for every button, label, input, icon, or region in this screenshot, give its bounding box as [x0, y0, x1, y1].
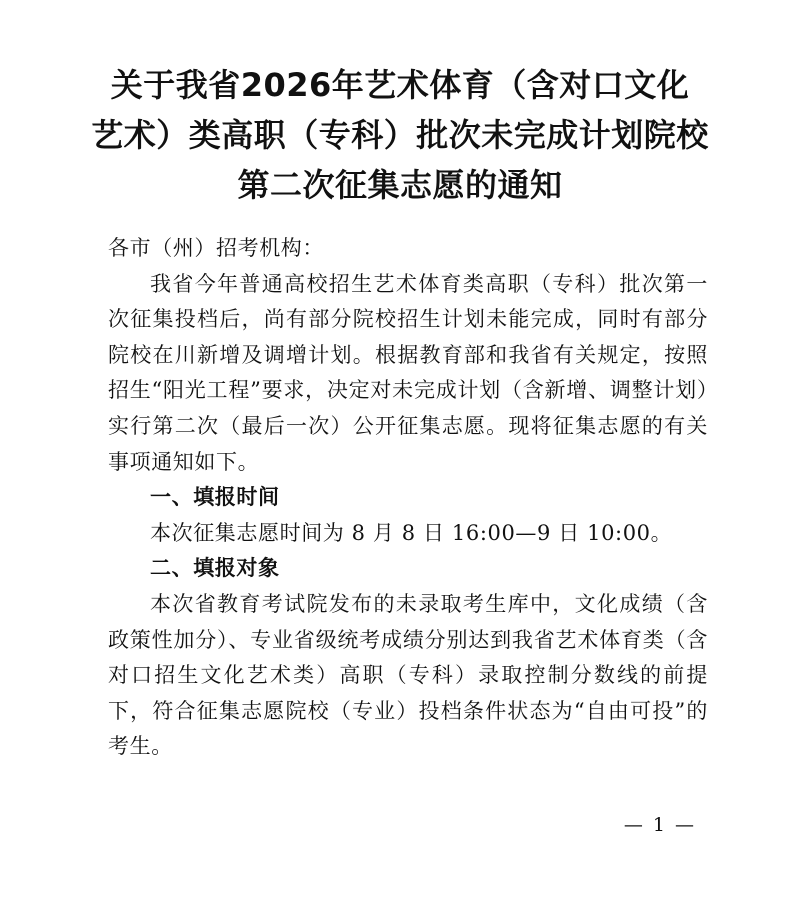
section-heading-2: 二、填报对象 — [150, 556, 280, 581]
page-number: — 1 — — [623, 814, 696, 836]
intro-paragraph: 我省今年普通高校招生艺术体育类高职（专科）批次第一次征集投档后，尚有部分院校招生计划未能完成，同时有部分院校在川新增及调增计划。根据教育部和我省有关规定，按照招生“阳光工程”要求，决定对未完成计划（含新增、调整计划）实行第二次（最后一次）公开征集志愿。现将征集志愿的有关事项通知如下。 — [108, 271, 708, 474]
title-line-3: 第二次征集志愿的通知 — [237, 166, 563, 204]
title-line-1: 关于我省2026年艺术体育（含对口文化 — [110, 66, 690, 104]
section-heading-1: 一、填报时间 — [150, 485, 280, 510]
title-line-2: 艺术）类高职（专科）批次未完成计划院校 — [91, 116, 709, 154]
document-body — [108, 231, 708, 765]
document-title — [60, 60, 740, 210]
section-text-2: 本次省教育考试院发布的未录取考生库中，文化成绩（含政策性加分）、专业省级统考成绩分别达到我省艺术体育类（含对口招生文化艺术类）高职（专科）录取控制分数线的前提下，符合征集志愿院校（专业）投档条件状态为“自由可投”的考生。 — [108, 591, 708, 759]
salutation: 各市（州）招考机构： — [108, 236, 324, 260]
section-text-1: 本次征集志愿时间为 8 月 8 日 16:00—9 日 10:00。 — [150, 520, 673, 545]
